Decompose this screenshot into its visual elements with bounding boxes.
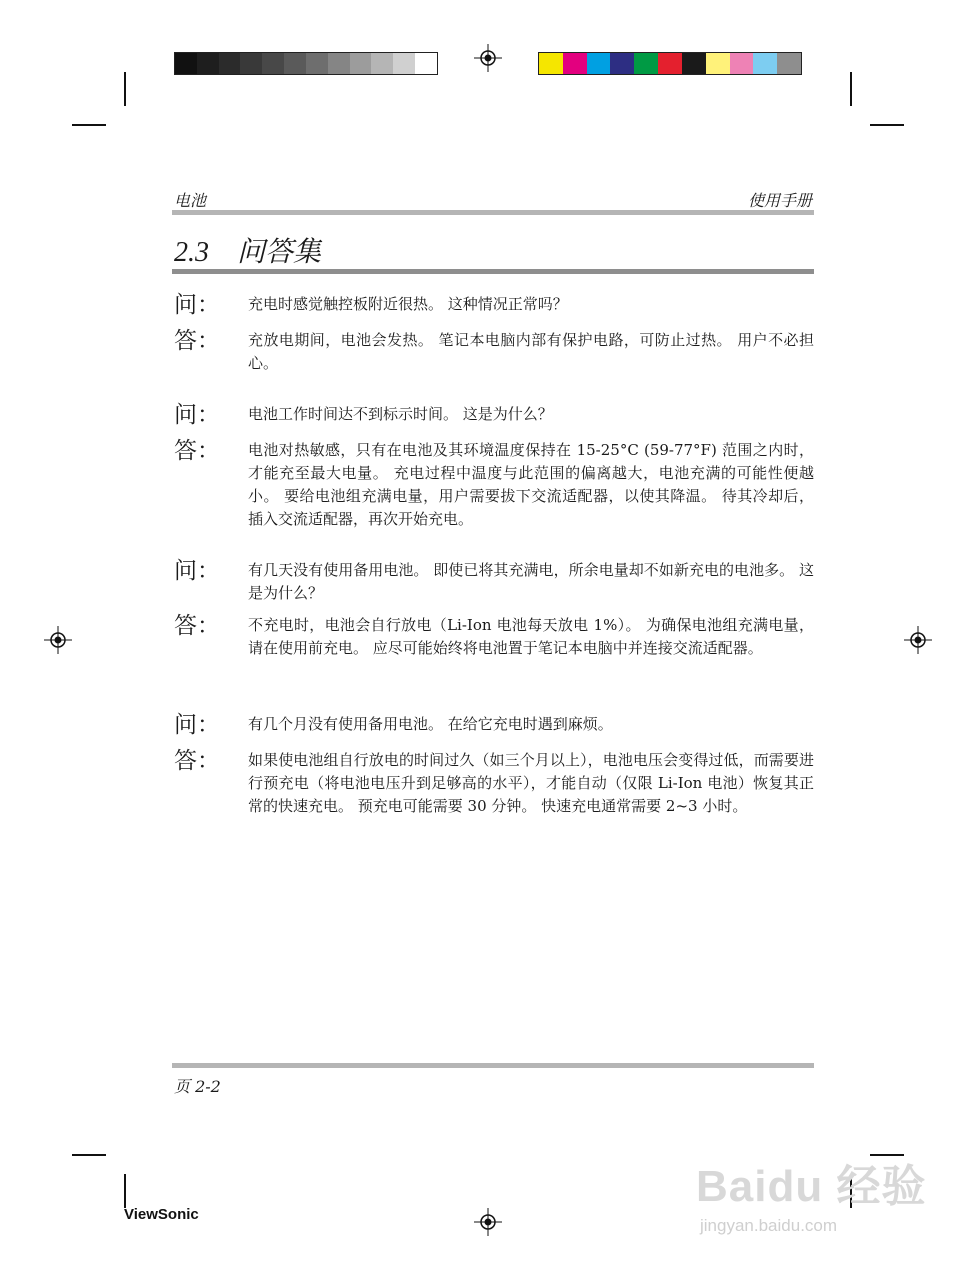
question-label: 问： xyxy=(174,558,220,584)
baidu-watermark xyxy=(696,1150,936,1270)
color-swatch xyxy=(706,53,730,74)
crop-mark xyxy=(124,72,126,106)
qa-block xyxy=(174,290,814,381)
brand-name: ViewSonic xyxy=(124,1206,199,1223)
registration-mark-icon xyxy=(474,44,502,72)
question-row xyxy=(174,710,814,740)
color-swatch xyxy=(219,53,241,74)
question-text: 有几天没有使用备用电池。 即使已将其充满电，所余电量却不如新充电的电池多。 这是为什么？ xyxy=(248,561,814,602)
watermark-logo: Baidu 经验 xyxy=(696,1162,927,1211)
grey-calibration-bar xyxy=(174,52,438,75)
color-swatch xyxy=(610,53,634,74)
page-number: 页 2-2 xyxy=(174,1077,221,1096)
crop-mark xyxy=(72,124,106,126)
answer-row xyxy=(174,746,814,818)
registration-mark-icon xyxy=(474,1208,502,1236)
answer-text: 如果使电池组自行放电的时间过久（如三个月以上），电池电压会变得过低，而需要进行预充电（将电池电压升到足够高的水平），才能自动（仅限 Li-Ion 电池）恢复其正常的快速充电。 预充电可能需要 30 分钟。 快速充电通常需要 2~3 小时。 xyxy=(248,751,814,815)
answer-label: 答： xyxy=(174,748,220,774)
color-swatch xyxy=(262,53,284,74)
watermark-url: jingyan.baidu.com xyxy=(700,1216,838,1235)
answer-label: 答： xyxy=(174,328,220,354)
color-swatch xyxy=(730,53,754,74)
section-title xyxy=(174,230,321,270)
question-label: 问： xyxy=(174,402,220,428)
answer-text: 电池对热敏感，只有在电池及其环境温度保持在 15-25°C (59-77°F) 范围之内时，才能充至最大电量。 充电过程中温度与此范围的偏离越大，电池充满的可能性便越小。 要给电池组充满电量，用户需要拔下交流适配器，以使其降温。 待其冷却后， 插入交流适配器，再次开始充电。 xyxy=(248,441,814,528)
answer-text: 不充电时，电池会自行放电（Li-Ion 电池每天放电 1%）。 为确保电池组充满电量，请在使用前充电。 应尽可能始终将电池置于笔记本电脑中并连接交流适配器。 xyxy=(248,616,814,657)
color-swatch xyxy=(350,53,372,74)
color-swatch xyxy=(284,53,306,74)
color-swatch xyxy=(658,53,682,74)
color-swatch xyxy=(539,53,563,74)
footer-rule xyxy=(172,1063,814,1068)
question-row xyxy=(174,556,814,605)
question-row xyxy=(174,400,814,430)
question-text: 电池工作时间达不到标示时间。 这是为什么？ xyxy=(248,405,553,423)
color-swatch xyxy=(240,53,262,74)
answer-label: 答： xyxy=(174,438,220,464)
color-swatch xyxy=(415,53,437,74)
registration-mark-icon xyxy=(44,626,72,654)
header-rule xyxy=(172,210,814,215)
header-manual-title: 使用手册 xyxy=(747,191,812,210)
color-swatch xyxy=(587,53,611,74)
section-number: 2.3 xyxy=(174,237,209,268)
color-swatch xyxy=(197,53,219,74)
crop-mark xyxy=(124,1174,126,1208)
answer-text: 充放电期间，电池会发热。 笔记本电脑内部有保护电路，可防止过热。 用户不必担心。 xyxy=(248,331,814,372)
qa-block xyxy=(174,710,814,824)
answer-row xyxy=(174,611,814,660)
question-label: 问： xyxy=(174,712,220,738)
color-swatch xyxy=(753,53,777,74)
header-chapter: 电池 xyxy=(174,191,207,210)
question-label: 问： xyxy=(174,292,220,318)
question-row xyxy=(174,290,814,320)
color-calibration-bar xyxy=(538,52,802,75)
question-text: 有几个月没有使用备用电池。 在给它充电时遇到麻烦。 xyxy=(248,715,613,733)
section-rule xyxy=(172,269,814,274)
color-swatch xyxy=(634,53,658,74)
crop-mark xyxy=(870,124,904,126)
color-swatch xyxy=(175,53,197,74)
question-text: 充电时感觉触控板附近很热。 这种情况正常吗？ xyxy=(248,295,568,313)
crop-mark xyxy=(72,1154,106,1156)
color-swatch xyxy=(563,53,587,74)
color-swatch xyxy=(777,53,801,74)
crop-mark xyxy=(850,72,852,106)
answer-row xyxy=(174,326,814,375)
color-swatch xyxy=(371,53,393,74)
section-heading: 问答集 xyxy=(237,237,322,268)
color-swatch xyxy=(393,53,415,74)
qa-block xyxy=(174,556,814,666)
color-swatch xyxy=(328,53,350,74)
color-swatch xyxy=(306,53,328,74)
answer-label: 答： xyxy=(174,613,220,639)
answer-row xyxy=(174,436,814,531)
registration-mark-icon xyxy=(904,626,932,654)
qa-block xyxy=(174,400,814,537)
color-swatch xyxy=(682,53,706,74)
